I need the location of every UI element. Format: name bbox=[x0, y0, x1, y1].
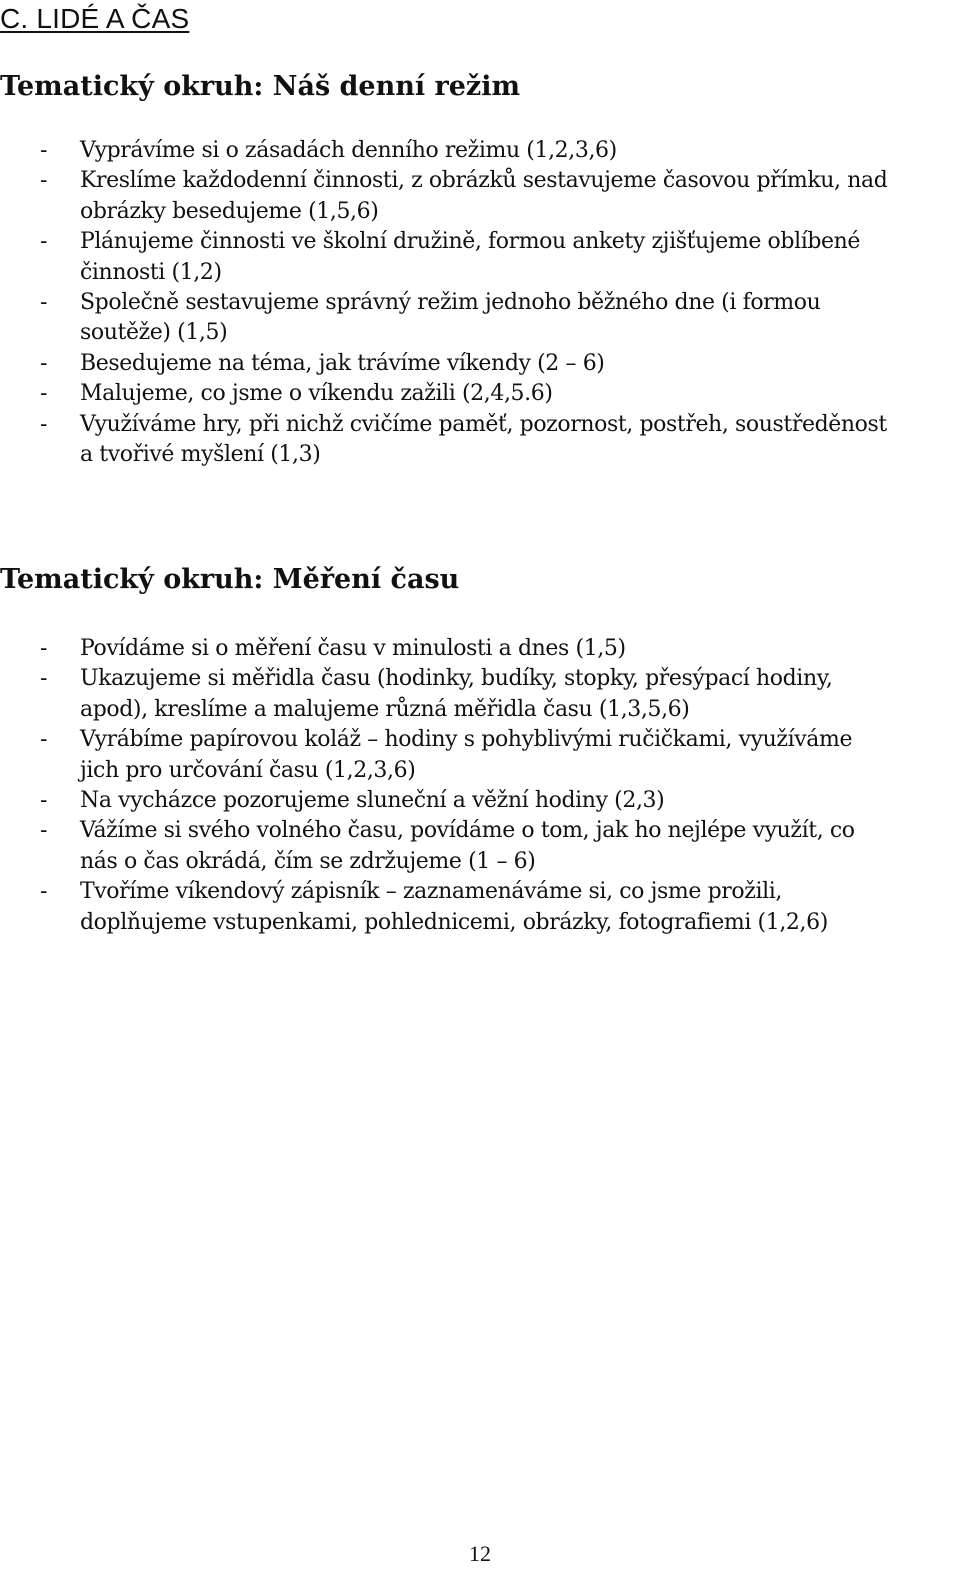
list-item-text: Využíváme hry, při nichž cvičíme paměť, pozornost, postřeh, soustředěnost bbox=[80, 411, 887, 437]
list-item-text: Kreslíme každodenní činnosti, z obrázků sestavujeme časovou přímku, nad bbox=[80, 168, 888, 194]
bullet-dash: - bbox=[40, 636, 48, 661]
bullet-dash: - bbox=[40, 290, 48, 316]
list-item-text: Besedujeme na téma, jak trávíme víkendy (2 – 6) bbox=[80, 350, 605, 376]
list-item-text: Vážíme si svého volného času, povídáme o tom, jak ho nejlépe využít, co bbox=[80, 818, 855, 844]
list-item-text: Plánujeme činnosti ve školní družině, formou ankety zjišťujeme oblíbené bbox=[80, 229, 861, 255]
list-item bbox=[0, 166, 960, 227]
list-item-text: Společně sestavujeme správný režim jednoho běžného dne (i formou bbox=[80, 290, 821, 316]
bullet-dash: - bbox=[40, 138, 48, 163]
list-item-text: Na vycházce pozorujeme sluneční a věžní hodiny (2,3) bbox=[80, 788, 665, 814]
bullet-dash: - bbox=[40, 818, 48, 844]
list-item-text: jich pro určování času (1,2,3,6) bbox=[80, 757, 416, 783]
list-item-text: Povídáme si o měření času v minulosti a dnes (1,5) bbox=[80, 636, 626, 661]
list-item bbox=[0, 379, 960, 409]
list-item-text: apod), kreslíme a malujeme různá měřidla času (1,3,5,6) bbox=[80, 696, 690, 722]
list-item bbox=[0, 816, 960, 877]
list-item bbox=[0, 725, 960, 786]
list-item bbox=[0, 349, 960, 379]
bullet-dash: - bbox=[40, 229, 48, 255]
list-item bbox=[0, 288, 960, 349]
bullet-dash: - bbox=[40, 879, 48, 905]
list-item bbox=[0, 664, 960, 725]
bullet-dash: - bbox=[40, 788, 48, 814]
list-item-text: Vyprávíme si o zásadách denního režimu (1,2,3,6) bbox=[80, 138, 617, 163]
list-item-text: Malujeme, co jsme o víkendu zažili (2,4,5.6) bbox=[80, 381, 553, 407]
activity-list-daily-routine bbox=[0, 136, 960, 470]
list-item bbox=[0, 877, 960, 938]
list-item bbox=[0, 786, 960, 816]
bullet-dash: - bbox=[40, 168, 48, 194]
list-item-text: nás o čas okrádá, čím se zdržujeme (1 – 6) bbox=[80, 848, 536, 874]
chapter-title: C. LIDÉ A ČAS bbox=[0, 3, 190, 34]
list-item bbox=[0, 634, 960, 664]
bullet-dash: - bbox=[40, 350, 48, 376]
list-item-text: Tvoříme víkendový zápisník – zaznamenáváme si, co jsme prožili, bbox=[80, 879, 782, 905]
section-heading-daily-routine: Tematický okruh: Náš denní režim bbox=[0, 71, 521, 102]
list-item-text: činnosti (1,2) bbox=[80, 259, 222, 285]
bullet-dash: - bbox=[40, 666, 48, 692]
page-number: 12 bbox=[469, 1541, 491, 1566]
bullet-dash: - bbox=[40, 727, 48, 753]
section-heading-time-measurement: Tematický okruh: Měření času bbox=[0, 564, 460, 595]
list-item-text: a tvořivé myšlení (1,3) bbox=[80, 442, 321, 468]
list-item-text: obrázky besedujeme (1,5,6) bbox=[80, 198, 379, 224]
list-item-text: Ukazujeme si měřidla času (hodinky, budíky, stopky, přesýpací hodiny, bbox=[80, 666, 833, 692]
bullet-dash: - bbox=[40, 381, 48, 407]
bullet-dash: - bbox=[40, 411, 48, 437]
list-item bbox=[0, 227, 960, 288]
list-item bbox=[0, 410, 960, 471]
activity-list-time-measurement bbox=[0, 634, 960, 938]
list-item-text: soutěže) (1,5) bbox=[80, 320, 228, 346]
list-item-text: doplňujeme vstupenkami, pohlednicemi, obrázky, fotografiemi (1,2,6) bbox=[80, 909, 828, 935]
list-item bbox=[0, 136, 960, 166]
list-item-text: Vyrábíme papírovou koláž – hodiny s pohyblivými ručičkami, využíváme bbox=[80, 727, 853, 753]
